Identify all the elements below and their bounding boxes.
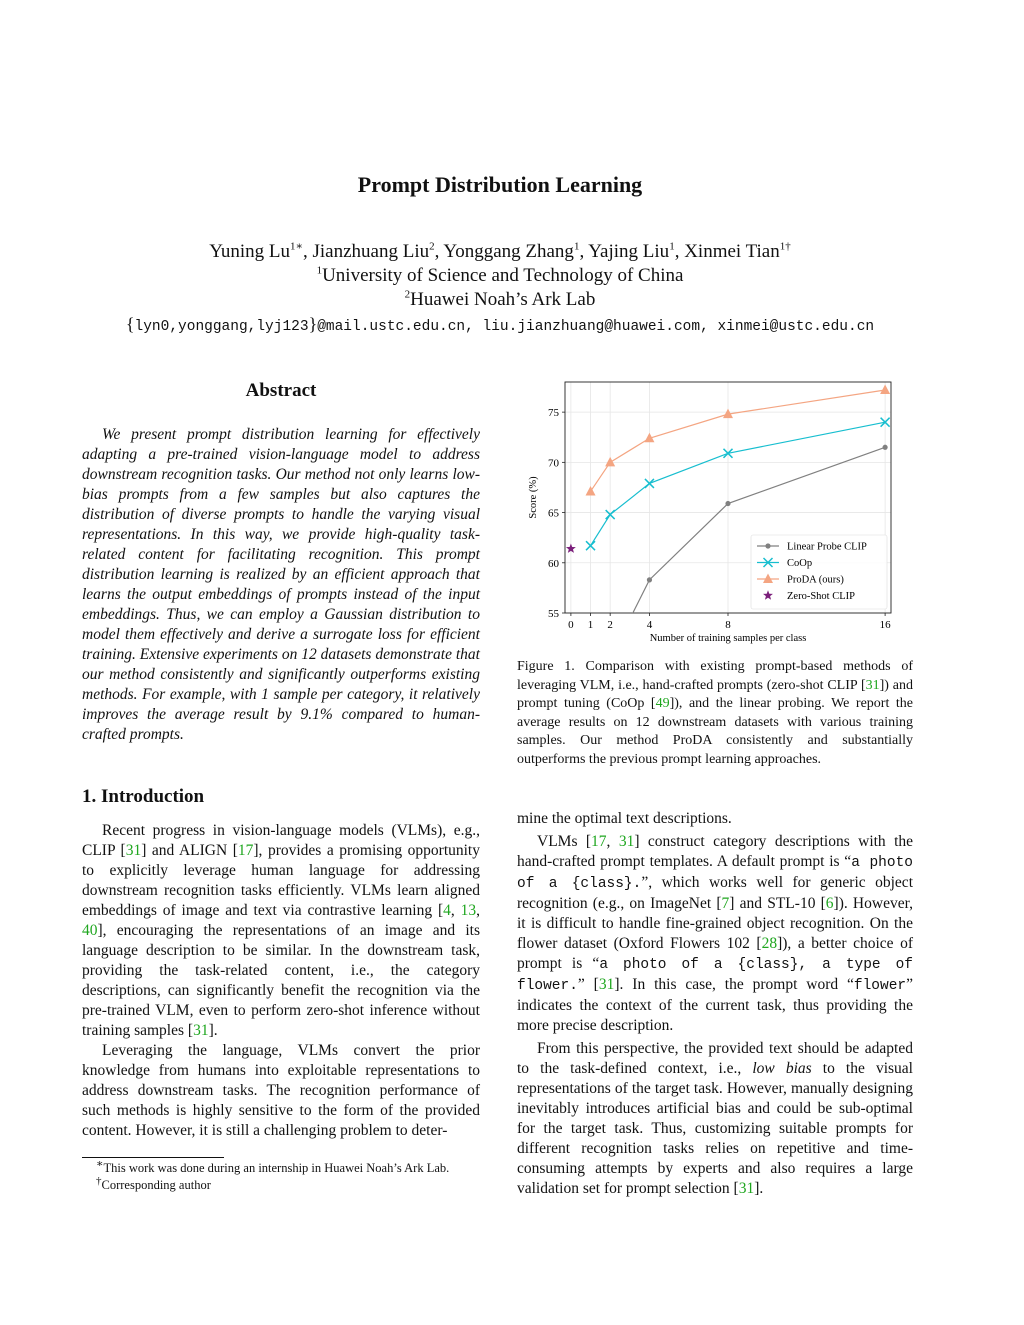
figure-1-chart	[520, 370, 915, 648]
y-tick-label: 75	[548, 407, 559, 420]
citation-link[interactable]: 6	[825, 895, 834, 912]
affiliation-1: $^1$University of Science and Technology of China	[316, 264, 684, 286]
x-tick-label: 1	[587, 619, 594, 631]
author-list: Yuning $Lu^{1∗}$, Jianzhuang Liu$^2$, Yonggang Zhang$^1$, Yajing Liu$^1$, Xinmei Tian$^{1\dagger}$	[209, 240, 791, 262]
intro-paragraph-4: From this perspective, the provided text should be adapted to the task-defined context, i.e., low bias to the visual representations of the target task. However, manually designing inevitably introduces artificial bias and could be sub-optimal for the target task. Thus, customizing suitable prompts for different recognition tasks relies on repetitive and time-consuming attempts by experts and also requires a large validation set for prompt selection [31].	[517, 1040, 913, 1197]
intro-paragraph-3: VLMs [17, 31] construct category descriptions with the hand-crafted prompt templates. A default prompt is “a photo of a {class}.”, which works well for generic object recognition (e.g., on ImageNet [7] and STL-10 [6]). However, it is difficult to handle fine-grained object recognition. On the flower dataset (Oxford Flowers 102 [28]), a better choice of prompt is “a photo of a {class}, a type of flower.” [31]. In this case, the prompt word “flower” indicates the context of the current task, thus providing the more precise description.	[517, 833, 914, 1034]
data-point-proda-ours	[586, 486, 596, 496]
data-point-linear-probe-clip	[725, 501, 730, 506]
series-line-proda-ours	[591, 390, 886, 491]
prompt-word-code: flower	[853, 978, 907, 994]
data-point-proda-ours	[605, 457, 615, 467]
legend-marker-linear-probe-clip	[765, 543, 770, 548]
citation-link[interactable]: 31	[618, 833, 635, 850]
citation-link[interactable]: 4	[443, 902, 451, 919]
author-emails: {lyn0,yonggang,lyj123}@mail.ustc.edu.cn, liu.jianzhuang@huawei.com, xinmei@ustc.edu.cn	[125, 314, 875, 335]
x-tick-label: 4	[646, 619, 653, 631]
prompt-template-code: a photo of a {class}.	[517, 855, 913, 892]
y-tick-label: 55	[548, 608, 559, 620]
intro-heading: 1. Introduction	[82, 786, 205, 807]
citation-link[interactable]: 49	[655, 696, 670, 711]
y-tick-label: 65	[548, 507, 559, 520]
citation-link[interactable]: 17	[591, 833, 607, 850]
data-point-linear-probe-clip	[883, 445, 888, 450]
citation-link[interactable]: 7	[721, 895, 730, 912]
footnote-2: †Corresponding author	[96, 1174, 211, 1192]
prompt-template-code: a photo of a {class}, a type of flower.	[517, 957, 914, 994]
legend-label-zero-shot-clip: Zero-Shot CLIP	[787, 591, 855, 602]
author-block	[0, 240, 1000, 312]
x-axis-label: Number of training samples per class	[649, 633, 807, 644]
citation-link[interactable]: 40	[82, 922, 98, 939]
citation-link[interactable]: 31	[125, 842, 142, 859]
x-tick-label: 8	[725, 619, 731, 631]
citation-link[interactable]: 31	[738, 1180, 755, 1197]
citation-link[interactable]: 28	[761, 935, 778, 952]
y-tick-label: 60	[548, 557, 559, 570]
abstract-heading: Abstract	[245, 380, 317, 401]
intro-paragraph-1: Recent progress in vision-language models (VLMs), e.g., CLIP [31] and ALIGN [17], provides a promising opportunity to explicitly leverage human language for addressing downstream recognition tasks efficiently. VLMs learn aligned embeddings of image and text via contrastive learning [4, 13, 40], encouraging the representations of an image and its language description to be similar. In the downstream task, providing the task-related content, i.e., the category descriptions, can significantly benefit the recognition via the pre-trained VLM, even to perform zero-shot inference without training samples [31].	[82, 822, 480, 1039]
abstract-text: We present prompt distribution learning for effectively adapting a pre-trained vision-language model to address downstream recognition tasks. Our method not only learns low-bias prompts from a few samples but also captures the distribution of diverse prompts to handle the varying visual representations. In this way, we provide high-quality task-related content for facilitating recognition. This prompt distribution learning is realized by an efficient approach that learns the output embeddings of prompts instead of the input embeddings. Thus, we can employ a Gaussian distribution to model them effectively and derive a surrogate loss for efficient training. Extensive experiments on 12 datasets demonstrate that our method consistently and significantly outperforms existing methods. For example, with 1 sample per category, it relatively improves the average result by 9.1% compared to human-crafted prompts.	[82, 426, 480, 743]
citation-link[interactable]: 13	[460, 902, 477, 919]
y-axis-label: Score (%)	[528, 476, 539, 519]
data-point-linear-probe-clip	[647, 577, 652, 582]
figure-1-caption: Figure 1. Comparison with existing prompt-based methods of leveraging VLM, i.e., hand-crafted prompts (zero-shot CLIP [31]) and prompt tuning (CoOp [49]), and the linear probing. We report the average results on 12 downstream datasets with various training samples. Our method ProDA consistently and substantially outperforms the previous prompt learning approaches.	[517, 659, 913, 767]
x-tick-label: 2	[607, 619, 613, 631]
citation-link[interactable]: 17	[237, 842, 254, 859]
intro-right-column	[517, 809, 913, 1199]
citation-link[interactable]: 31	[865, 677, 880, 693]
intro-paragraph-2: Leveraging the language, VLMs convert the prior knowledge from humans into exploitable representations to address downstream tasks. The recognition performance of such methods is highly sensitive to the form of the provided content. However, it is still a challenging problem to deter-	[82, 1042, 480, 1139]
series-line-coop	[591, 422, 886, 546]
y-tick-label: 70	[548, 457, 559, 470]
citation-link[interactable]: 31	[193, 1022, 209, 1039]
data-point-proda-ours	[880, 385, 890, 395]
x-tick-label: 0	[568, 619, 574, 631]
chart-legend	[751, 535, 887, 609]
legend-label-coop: CoOp	[787, 558, 813, 569]
intro-left-column	[82, 821, 480, 1141]
x-tick-label: 16	[879, 619, 891, 631]
footnote-1: ∗This work was done during an internship in Huawei Noah’s Ark Lab.	[96, 1157, 450, 1175]
legend-label-linear-probe-clip: Linear Probe CLIP	[787, 541, 867, 553]
intro-continuation: mine the optimal text descriptions.	[517, 810, 732, 827]
footnotes	[96, 1157, 486, 1194]
affiliation-2: $^2$Huawei Noah’s Ark Lab	[404, 288, 596, 310]
citation-link[interactable]: 31	[598, 976, 615, 993]
paper-title: Prompt Distribution Learning	[357, 172, 643, 197]
legend-label-proda-ours: ProDA (ours)	[787, 574, 844, 586]
